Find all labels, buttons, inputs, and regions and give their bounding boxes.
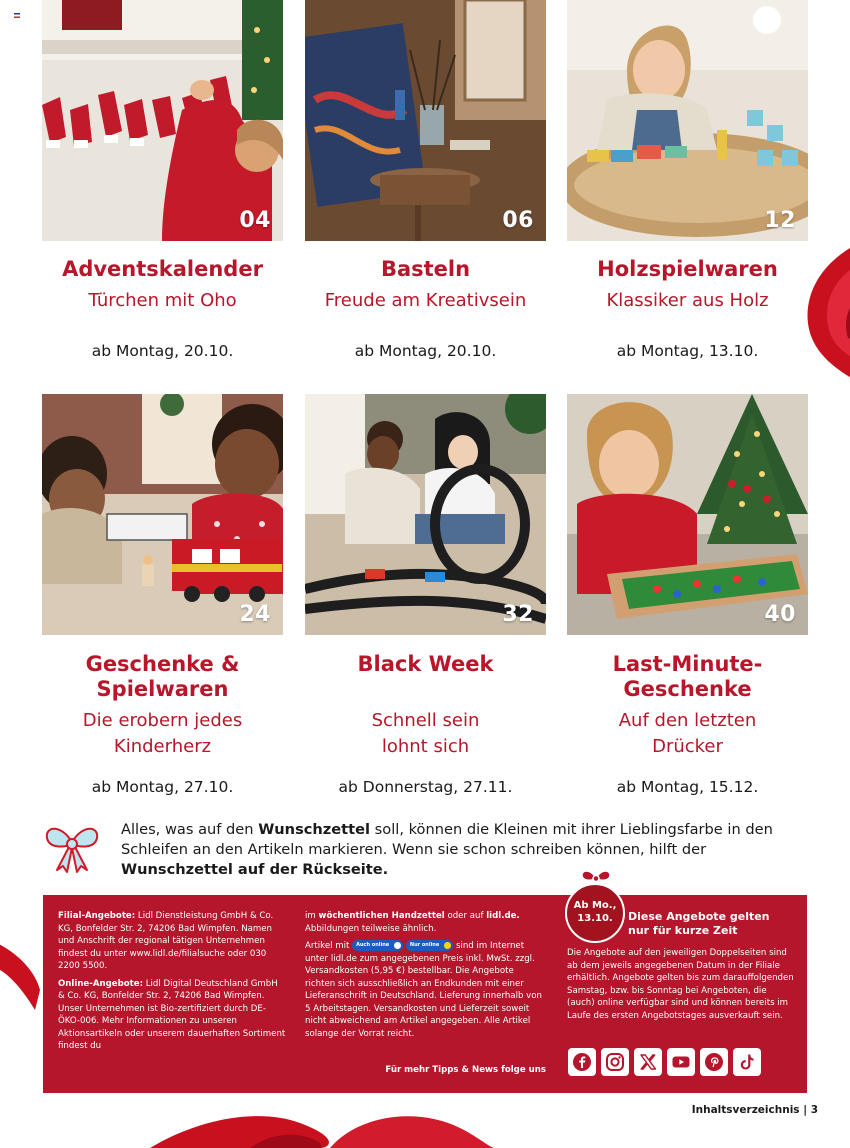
instagram-icon[interactable] [601, 1048, 629, 1076]
photo-holzspielwaren[interactable] [567, 0, 808, 241]
page-number: 24 [239, 602, 271, 627]
tile-title: Last-Minute- Geschenke [612, 652, 763, 701]
social-links [568, 1048, 761, 1076]
tile-date: ab Montag, 27.10. [91, 778, 234, 796]
photo-last-minute-geschenke[interactable] [567, 394, 808, 635]
ribbon-decoration-bottom [0, 1088, 850, 1148]
tile-subtitle: Die erobern jedes Kinderherz [82, 710, 243, 757]
info-column-2: im wöchentlichen Handzettel oder auf lidl.de. Abbildungen teilweise ähnlich. Artikel mit Auch online Nur online sind im Internet unter lidl.de zum angegebenen Preis inkl. MwSt. zzgl. Versandkosten (5,95 €) bestellbar. Die Angebote richten sich ausschließlich an Endkunden mit einer Lieferanschrift in Deutschland. Lieferung innerhalb von 5 Arbeitstagen. Versandkosten und Lieferzeit soweit nicht abweichend am Artikel angegeben. Alle Artikel solange der Vorrat reicht. [305, 911, 542, 1039]
tile-subtitle: Auf den letzten Drücker [618, 710, 757, 757]
page-footer: Inhaltsverzeichnis | 3 [691, 1104, 818, 1116]
tile-subtitle: Türchen mit Oho [88, 290, 237, 311]
flag-icon [14, 13, 20, 18]
tile-title: Holzspielwaren [597, 257, 778, 281]
bow-icon [43, 822, 101, 874]
page-number: 40 [764, 602, 796, 627]
tile-title: Geschenke & Spielwaren [85, 652, 240, 701]
tiktok-icon[interactable] [733, 1048, 761, 1076]
tile-date: ab Montag, 15.12. [616, 778, 759, 796]
tile-title: Adventskalender [62, 257, 263, 281]
tile-subtitle: Freude am Kreativsein [324, 290, 527, 311]
nur-online-badge: Nur online [406, 940, 453, 951]
photo-black-week[interactable] [305, 394, 546, 635]
photo-basteln[interactable] [305, 0, 546, 241]
tile-date: ab Montag, 13.10. [616, 342, 759, 360]
photo-geschenke-spielwaren[interactable] [42, 394, 283, 635]
auch-online-badge: Auch online [352, 940, 403, 951]
info-column-1: Filial-Angebote: Lidl Dienstleistung GmbH & Co. KG, Bonfelder Str. 2, 74206 Bad Wimpfen. Namen und Anschrift der regional tätigen Unternehmen findest du unter www.lidl.de/filialsuche oder 030 2200 5500. Online-Angebote: Lidl Digital Deutschland GmbH & Co. KG, Bonfelder Str. 2, 74206 Bad Wimpfen. Unser Unternehmen ist Bio-zertifiziert durch DE-ÖKO-006. Mehr Informationen zu unseren Aktionsartikeln oder unserem dauerhaften Sortiment findest du [58, 911, 286, 1051]
ribbon-decoration-left [0, 930, 45, 1010]
x-icon[interactable] [634, 1048, 662, 1076]
page-number: 06 [502, 208, 534, 233]
pinterest-icon[interactable] [700, 1048, 728, 1076]
tile-date: ab Montag, 20.10. [91, 342, 234, 360]
page-number: 32 [502, 602, 534, 627]
tile-date: ab Montag, 20.10. [354, 342, 497, 360]
short-time-title: Diese Angebote gelten nur für kurze Zeit [628, 910, 770, 937]
photo-adventskalender[interactable] [42, 0, 283, 241]
facebook-icon[interactable] [568, 1048, 596, 1076]
tile-subtitle: Klassiker aus Holz [606, 290, 769, 311]
tile-date: ab Donnerstag, 27.11. [338, 778, 513, 796]
tile-subtitle: Schnell sein lohnt sich [371, 710, 480, 757]
follow-us-text: Für mehr Tipps & News folge uns [385, 1065, 546, 1075]
tile-title: Basteln [380, 257, 471, 281]
info-column-3: Die Angebote auf den jeweiligen Doppelseiten sind ab dem jeweils angegebenen Datum in der Filiale erhältlich. Angebote gelten bis zum darauffolgenden Samstag, bzw. bis Sonntag bei Angeboten, die (auch) online verfügbar sind und können bereits im Laufe des ersten Angebotstages ausverkauft sein. [567, 948, 794, 1021]
page-number: 04 [239, 208, 271, 233]
date-badge: Ab Mo., 13.10. [565, 883, 625, 943]
wishlist-note: Alles, was auf den Wunschzettel soll, können die Kleinen mit ihrer Lieblingsfarbe in den Schleifen an den Artikeln markieren. Wenn sie schon schreiben können, hilft der Wunschzettel auf der Rückseite. [121, 821, 773, 878]
tile-title: Black Week [357, 652, 494, 676]
page-number: 12 [764, 208, 796, 233]
youtube-icon[interactable] [667, 1048, 695, 1076]
